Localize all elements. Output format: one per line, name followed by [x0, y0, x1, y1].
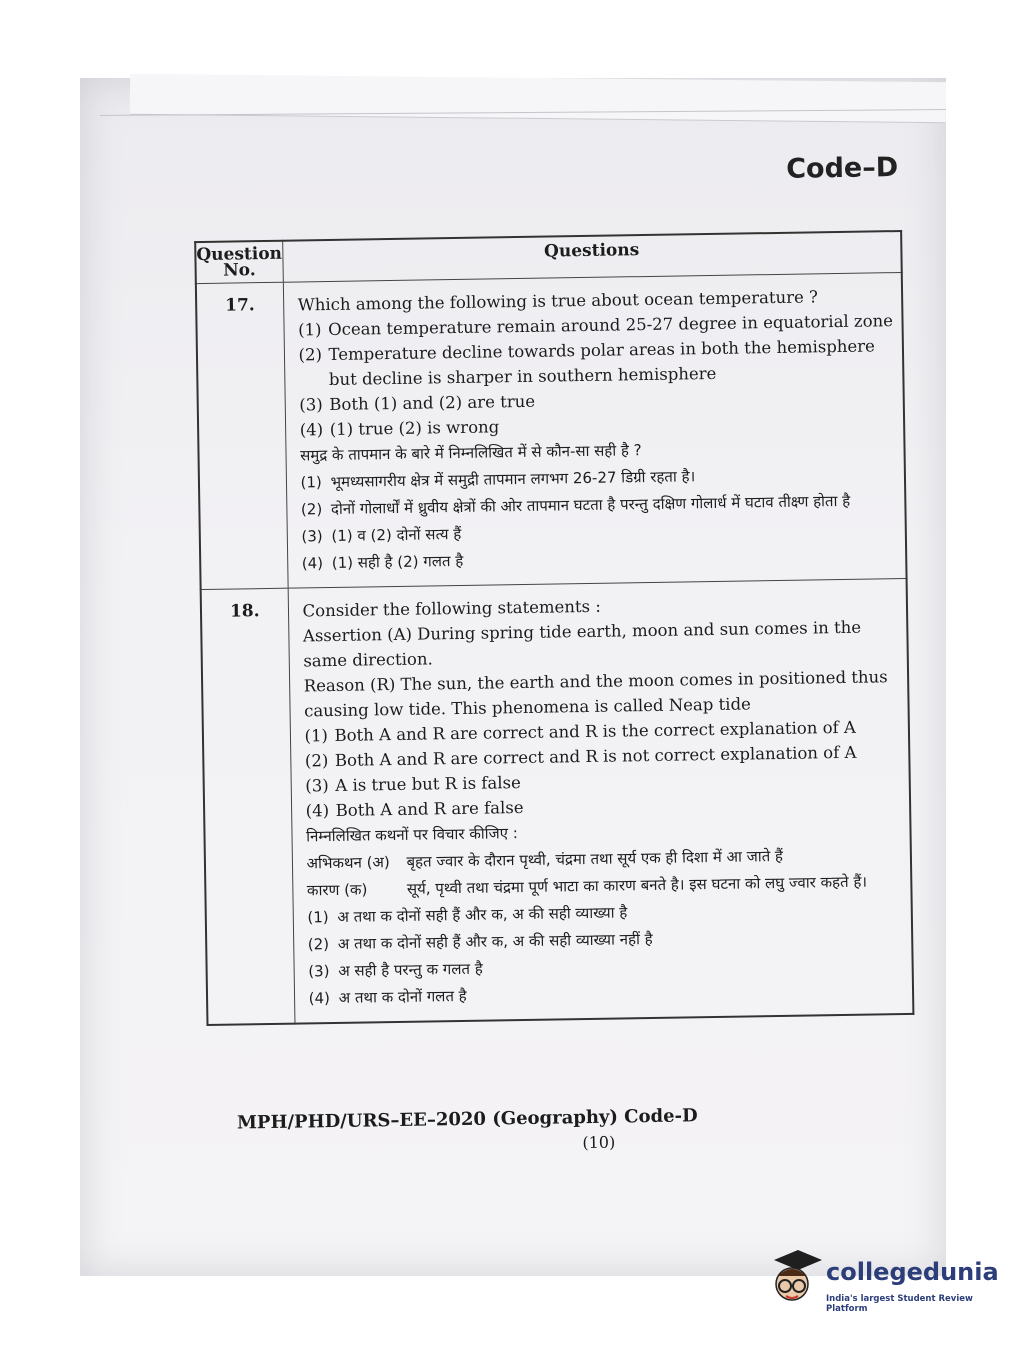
option-number: (4) — [299, 420, 324, 440]
question-number: 17. — [196, 282, 288, 589]
paper-code: Code–D — [785, 152, 899, 185]
reason-en: Reason (R) The sun, the earth and the moon comes in positioned thus causing low tide. This phenomena is called Neap tide — [303, 667, 888, 721]
option-number: (2) — [304, 751, 329, 771]
question-text-en: Which among the following is true about ocean temperature ? — [297, 287, 819, 315]
option-number: (3) — [301, 527, 323, 546]
question-number: 18. — [201, 588, 295, 1025]
option-text: Ocean temperature remain around 25-27 degree in equatorial zone — [328, 311, 894, 340]
option-text: Temperature decline towards polar areas in both the hemisphere but decline is sharper in southern hemisphere — [328, 336, 876, 390]
question-text-hi: समुद्र के तापमान के बारे में निम्नलिखित में से कौन-सा सही है ? — [299, 441, 642, 465]
assertion-en: Assertion (A) During spring tide earth, moon and sun comes in the same direction. — [302, 617, 862, 671]
question-intro-hi: निम्नलिखित कथनों पर विचार कीजिए : — [305, 824, 518, 846]
mascot-icon — [768, 1250, 824, 1310]
questions-table — [194, 230, 914, 1026]
option-number: (3) — [305, 776, 329, 796]
assertion-hi: बृहत ज्वार के दौरान पृथ्वी, चंद्रमा तथा सूर्य एक ही दिशा में आ जाते हैं — [406, 846, 784, 871]
exam-page — [91, 111, 954, 1234]
page-number: (10) — [582, 1132, 616, 1153]
option-text: अ सही है परन्तु क गलत है — [338, 959, 483, 980]
option-text: अ तथा क दोनों सही हैं और क, अ की सही व्याख्या है — [337, 903, 628, 926]
options-en — [304, 714, 901, 823]
option-text: Both A and R are correct and R is the correct explanation of A — [334, 717, 857, 745]
option-text: (1) सही है (2) गलत है — [331, 551, 464, 572]
option-number: (2) — [298, 345, 323, 365]
option-text: Both (1) and (2) are true — [329, 391, 536, 415]
reason-hi: सूर्य, पृथ्वी तथा चंद्रमा पूर्ण भाटा का कारण बनते है। इस घटना को लघु ज्वार कहते हैं। — [406, 872, 868, 898]
logo-name: collegedunia — [826, 1258, 999, 1286]
option-number: (1) — [298, 320, 322, 340]
question-body — [283, 273, 907, 589]
option-text: Both A and R are false — [335, 798, 524, 820]
option-number: (3) — [299, 395, 323, 415]
question-row-17 — [196, 273, 907, 590]
assertion-hi-label: अभिकथन (अ) — [306, 853, 390, 873]
option-number: (4) — [305, 801, 330, 821]
logo-tagline: India's largest Student Review Platform — [826, 1294, 973, 1314]
option-number: (1) — [304, 726, 329, 746]
option-number: (3) — [308, 962, 330, 981]
option-text: Both A and R are correct and R is not correct explanation of A — [334, 742, 857, 770]
question-body — [288, 578, 914, 1023]
question-row-18 — [201, 578, 914, 1025]
question-intro-en: Consider the following statements : — [302, 596, 601, 621]
option-text: भूमध्यसागरीय क्षेत्र में समुद्री तापमान लगभग 26-27 डिग्री रहता है। — [330, 467, 696, 491]
option-text: अ तथा क दोनों सही हैं और क, अ की सही व्याख्या नहीं है — [337, 929, 653, 953]
options-hi — [307, 895, 904, 1012]
reason-hi-label: कारण (क) — [306, 880, 368, 900]
option-number: (2) — [307, 935, 330, 954]
option-text: A is true but R is false — [335, 773, 521, 795]
option-text: (1) true (2) is wrong — [329, 417, 500, 440]
option-number: (4) — [301, 554, 324, 573]
option-number: (4) — [308, 989, 331, 1008]
exam-footer: MPH/PHD/URS–EE–2020 (Geography) Code-D — [236, 1105, 698, 1134]
option-text: (1) व (2) दोनों सत्य हैं — [331, 524, 462, 545]
questions-header: Questions — [282, 231, 901, 282]
option-text: दोनों गोलार्धों में ध्रुवीय क्षेत्रों की ओर तापमान घटता है परन्तु दक्षिण गोलार्ध में घटाव तीक्ष्ण होता है — [330, 491, 851, 518]
option-number: (1) — [300, 473, 322, 492]
option-text: अ तथा क दोनों गलत है — [338, 986, 467, 1007]
option-number: (1) — [307, 908, 329, 927]
option-number: (2) — [300, 500, 323, 519]
options-hi — [300, 460, 897, 577]
options-en — [298, 308, 895, 442]
collegedunia-logo — [768, 1250, 999, 1314]
question-no-header: Question No. — [195, 241, 283, 284]
